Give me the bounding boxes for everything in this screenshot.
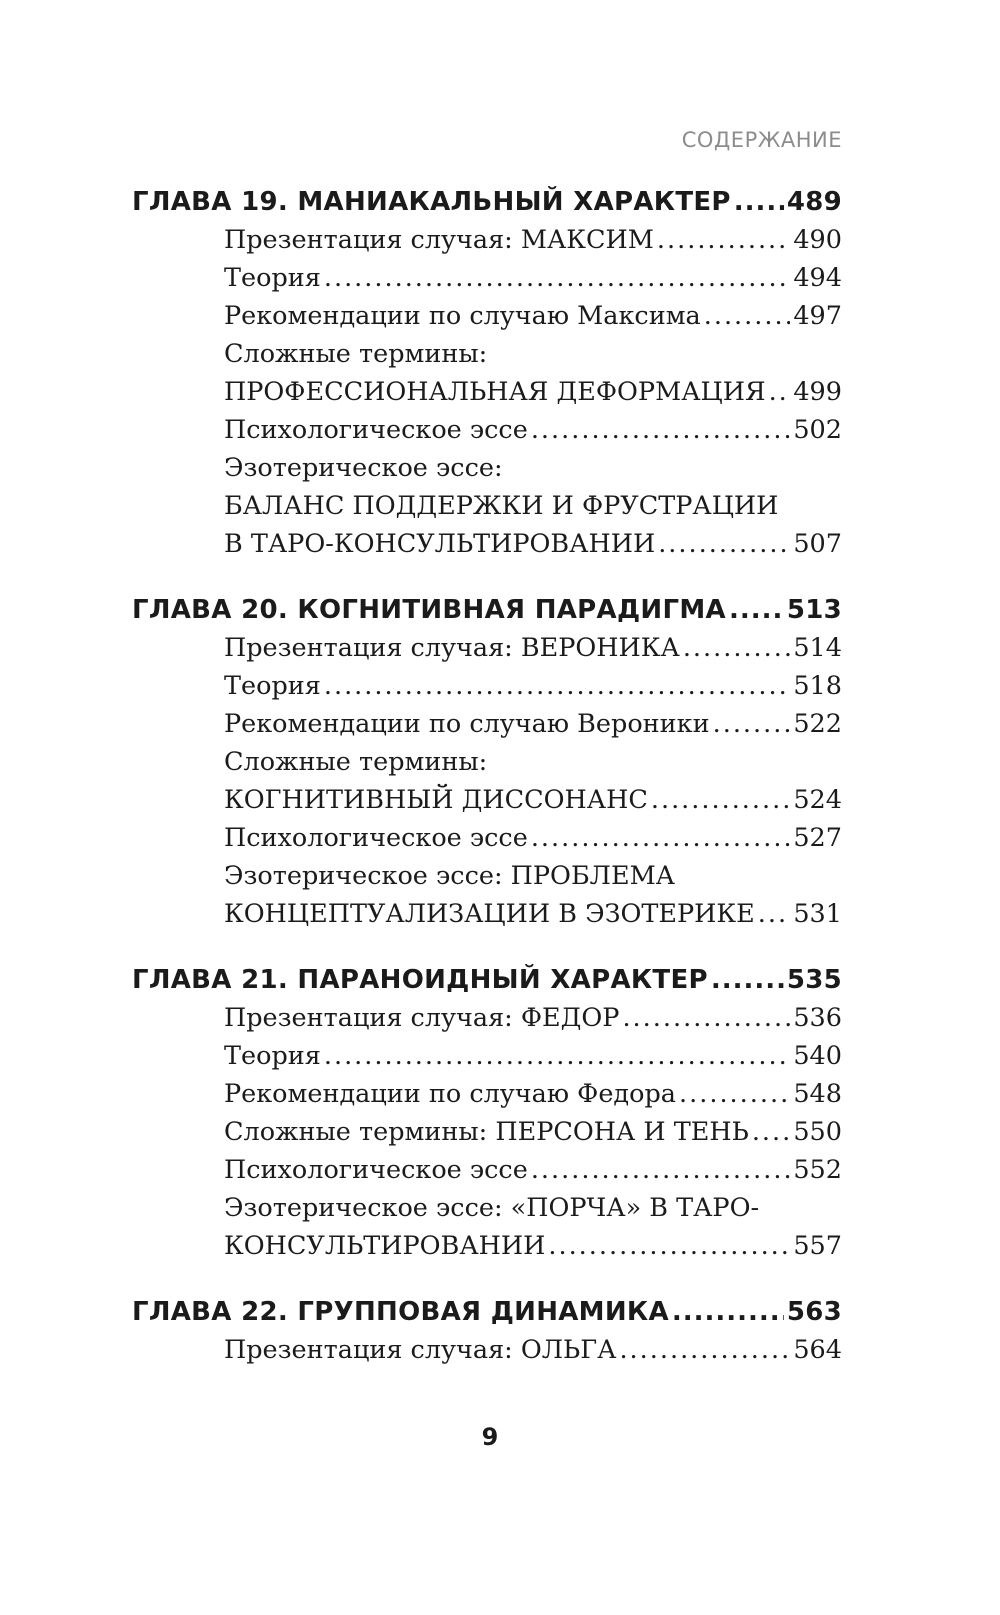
toc-entry-line: Эзотерическое эссе: <box>224 453 503 483</box>
leader-dots <box>622 999 790 1037</box>
toc-entry[interactable] <box>132 819 842 857</box>
leader-dots <box>531 1151 791 1189</box>
toc-entry[interactable] <box>132 1113 842 1151</box>
leader-dots <box>734 183 784 221</box>
chapter-title: ГЛАВА 19. МАНИАКАЛЬНЫЙ ХАРАКТЕР <box>132 187 731 217</box>
toc-entry[interactable] <box>132 781 842 819</box>
toc-entry[interactable] <box>132 705 842 743</box>
toc-entry[interactable] <box>132 895 842 933</box>
toc-entry-line: БАЛАНС ПОДДЕРЖКИ И ФРУСТРАЦИИ <box>224 491 779 521</box>
entry-page-number: 552 <box>793 1155 842 1185</box>
chapter-heading-row[interactable] <box>132 961 842 999</box>
chapter-page-number: 489 <box>786 187 842 217</box>
entry-page-number: 490 <box>793 225 842 255</box>
leader-dots <box>619 1331 790 1369</box>
entry-page-number: 499 <box>793 377 842 407</box>
entry-title: КОГНИТИВНЫЙ ДИССОНАНС <box>224 785 648 815</box>
entry-page-number: 548 <box>793 1079 842 1109</box>
entry-title: Рекомендации по случаю Максима <box>224 301 701 331</box>
leader-dots <box>651 781 790 819</box>
leader-dots <box>713 705 791 743</box>
chapter-page-number: 513 <box>786 595 842 625</box>
toc-entry[interactable] <box>132 667 842 705</box>
toc-entry-line: Эзотерическое эссе: ПРОБЛЕМА <box>224 861 675 891</box>
entry-title: Презентация случая: ВЕРОНИКА <box>224 633 680 663</box>
chapter-title: ГЛАВА 20. КОГНИТИВНАЯ ПАРАДИГМА <box>132 595 726 625</box>
entry-title: КОНСУЛЬТИРОВАНИИ <box>224 1231 546 1261</box>
entry-page-number: 522 <box>793 709 842 739</box>
entry-title: Теория <box>224 263 321 293</box>
leader-dots <box>324 667 790 705</box>
toc-entry-line: Эзотерическое эссе: «ПОРЧА» В ТАРО- <box>224 1193 760 1223</box>
entry-page-number: 531 <box>793 899 842 929</box>
leader-dots <box>704 297 791 335</box>
entry-page-number: 507 <box>793 529 842 559</box>
toc-chapter <box>132 183 842 563</box>
entry-title: Рекомендации по случаю Федора <box>224 1079 677 1109</box>
entry-page-number: 518 <box>793 671 842 701</box>
entry-title: ПРОФЕССИОНАЛЬНАЯ ДЕФОРМАЦИЯ <box>224 377 766 407</box>
page-number <box>0 1423 1000 1451</box>
leader-dots <box>548 1227 790 1265</box>
entry-page-number: 524 <box>793 785 842 815</box>
leader-dots <box>711 961 784 999</box>
toc-entry[interactable] <box>132 1227 842 1265</box>
entry-title: Рекомендации по случаю Вероники <box>224 709 710 739</box>
toc-entry[interactable] <box>132 1075 842 1113</box>
toc-entry[interactable] <box>132 629 842 667</box>
toc-entry[interactable] <box>132 373 842 411</box>
entry-page-number: 527 <box>793 823 842 853</box>
leader-dots <box>531 819 791 857</box>
entry-page-number: 536 <box>793 1003 842 1033</box>
entry-title: Теория <box>224 1041 321 1071</box>
toc-entry[interactable] <box>132 259 842 297</box>
chapter-title: ГЛАВА 22. ГРУППОВАЯ ДИНАМИКА <box>132 1297 669 1327</box>
entry-page-number: 550 <box>793 1117 842 1147</box>
leader-dots <box>752 1113 791 1151</box>
leader-dots <box>672 1293 784 1331</box>
toc-chapter <box>132 591 842 933</box>
leader-dots <box>683 629 791 667</box>
entry-title: Теория <box>224 671 321 701</box>
entry-title: Презентация случая: ОЛЬГА <box>224 1335 617 1365</box>
entry-title: КОНЦЕПТУАЛИЗАЦИИ В ЭЗОТЕРИКЕ <box>224 899 755 929</box>
entry-title: Психологическое эссе <box>224 415 528 445</box>
entry-page-number: 557 <box>793 1231 842 1261</box>
toc-chapter <box>132 961 842 1265</box>
toc-entry[interactable] <box>132 297 842 335</box>
toc-entry[interactable] <box>132 1331 842 1369</box>
toc-entry-line: Сложные термины: <box>224 339 488 369</box>
entry-title: Психологическое эссе <box>224 1155 528 1185</box>
entry-title: Презентация случая: МАКСИМ <box>224 225 654 255</box>
leader-dots <box>679 1075 790 1113</box>
chapter-heading-row[interactable] <box>132 1293 842 1331</box>
toc-entry-line: Сложные термины: <box>224 747 488 777</box>
leader-dots <box>324 259 790 297</box>
entry-page-number: 514 <box>793 633 842 663</box>
leader-dots <box>729 591 784 629</box>
leader-dots <box>758 895 791 933</box>
entry-title: В ТАРО-КОНСУЛЬТИРОВАНИИ <box>224 529 656 559</box>
entry-page-number: 494 <box>793 263 842 293</box>
leader-dots <box>769 373 791 411</box>
toc-entry[interactable] <box>132 1151 842 1189</box>
running-head: СОДЕРЖАНИЕ <box>681 128 842 152</box>
chapter-heading-row[interactable] <box>132 183 842 221</box>
entry-title: Презентация случая: ФЕДОР <box>224 1003 620 1033</box>
toc-chapter <box>132 1293 842 1369</box>
chapter-heading-row[interactable] <box>132 591 842 629</box>
entry-page-number: 497 <box>793 301 842 331</box>
leader-dots <box>657 221 790 259</box>
leader-dots <box>531 411 791 449</box>
chapter-page-number: 563 <box>786 1297 842 1327</box>
table-of-contents <box>132 183 842 1397</box>
page-number-text: 9 <box>481 1423 499 1451</box>
leader-dots <box>658 525 790 563</box>
entry-page-number: 540 <box>793 1041 842 1071</box>
toc-entry[interactable] <box>132 411 842 449</box>
chapter-title: ГЛАВА 21. ПАРАНОИДНЫЙ ХАРАКТЕР <box>132 965 708 995</box>
entry-title: Сложные термины: ПЕРСОНА И ТЕНЬ <box>224 1117 749 1147</box>
entry-title: Психологическое эссе <box>224 823 528 853</box>
toc-entry[interactable] <box>132 525 842 563</box>
leader-dots <box>324 1037 790 1075</box>
toc-entry[interactable] <box>132 221 842 259</box>
entry-page-number: 564 <box>793 1335 842 1365</box>
chapter-page-number: 535 <box>786 965 842 995</box>
entry-page-number: 502 <box>793 415 842 445</box>
toc-entry[interactable] <box>132 1037 842 1075</box>
toc-entry[interactable] <box>132 999 842 1037</box>
